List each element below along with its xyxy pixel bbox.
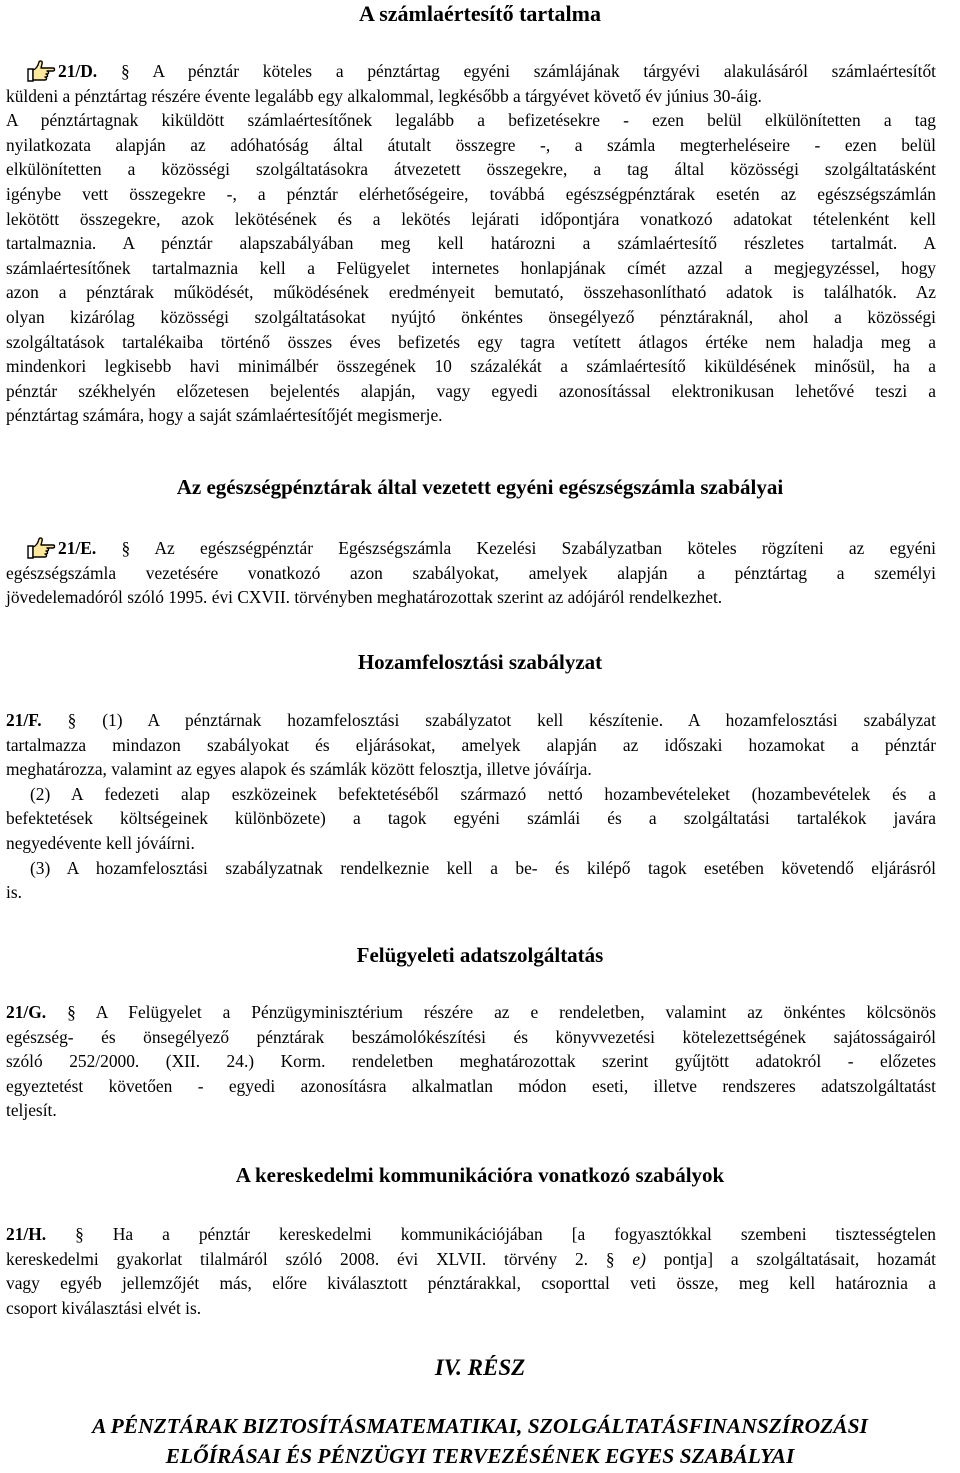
section-21e [6,536,936,610]
paragraph-sign: § [67,1002,76,1022]
text-line: vagy egyéb jellemzőjét más, előre kiválasztott pénztárakkal, csoporttal veti össze, meg kell határoznia a [6,1273,936,1294]
section-21h-first-line [6,1222,936,1247]
section-heading-adatszolgaltatas: Felügyeleti adatszolgáltatás [356,943,604,967]
text-line: tartalmaznia. A pénztár alapszabályában meg kell határozni a számlaértesítő részletes tartalmát. A [6,233,936,254]
text-line: (1) A pénztárnak hozamfelosztási szabályzatot kell készítenie. A hozamfelosztási szabályzat [102,710,936,730]
text-line: A Felügyelet a Pénzügyminisztérium részére az e rendeletben, valamint az önkéntes kölcsönös [95,1002,936,1022]
section-heading-hozamfelosztas: Hozamfelosztási szabályzat [357,650,603,674]
text-line: olyan kizárólag közösségi szolgáltatásokat nyújtó önkéntes önsegélyező pénztáraknál, ahol a közösségi [6,306,936,327]
text-line: negyedévente kell jóváírni. [6,832,195,853]
text-line: csoport kiválasztási elvét is. [6,1297,202,1318]
text-line: küldeni a pénztártag részére évente legalább egy alkalommal, legkésőbb a tárgyévet követő év június 30-áig. [6,85,762,106]
section-heading-kereskedelmi: A kereskedelmi kommunikációra vonatkozó szabályok [235,1163,725,1187]
section-21g-first-line [6,1000,936,1025]
text-line: is. [6,882,22,903]
section-number: 21/G. [6,1002,47,1022]
paragraph-sign: § [121,538,131,558]
section-number: 21/E. [58,538,97,558]
paragraph-sign: § [75,1224,84,1244]
section-number: 21/H. [6,1224,47,1244]
text-line: szóló 252/2000. (XII. 24.) Korm. rendeletben meghatározottak szerint gyűjtött adatokról - előzetes [6,1051,936,1072]
text-line: (2) A fedezeti alap eszközeinek befektetéséből származó nettó hozambevételeket (hozambevételek és a [30,783,936,804]
text-line: igénybe vett összegekre -, a pénztár elérhetőségeire, továbbá egészségpénztárak esetén az egészségszámlán [6,183,936,204]
text-line: pénztár székhelyén előzetesen bejelentés alapján, vagy egyedi azonosítással elektronikusan lehetővé teszi a [6,380,936,401]
text-fragment: kereskedelmi gyakorlat tilalmáról szóló 2008. évi XLVII. törvény 2. § [6,1248,633,1269]
pointing-hand-icon [26,59,56,83]
text-line: egyeztetést követően - egyedi azonosításra alkalmatlan módon eseti, illetve rendszeres adatszolgáltatást [6,1075,936,1096]
text-fragment: pontja] a szolgáltatásait, hozamát [645,1248,936,1269]
paragraph-sign: § [67,710,77,730]
text-line: A pénztár köteles a pénztártag egyéni számlájának tárgyévi alakulásáról számlaértesítőt [152,61,936,81]
text-line: egészség- és önsegélyező pénztárak beszámolókészítési és könyvvezetési kötelezettségének sajátosságairól [6,1026,936,1047]
italic-reference: e) [632,1248,646,1269]
text-line: mindenkori legkisebb havi minimálbér összegének 10 százalékát a számlaértesítő kiküldésének minősül, ha a [6,356,936,377]
text-line: elkülönítetten a közösségi szolgáltatásokra átvezetett összegekre, a tag által közösségi szolgáltatásként [6,159,936,180]
text-line: meghatározza, valamint az egyes alapok és számlák között felosztja, illetve jóváírja. [6,759,592,780]
text-line: teljesít. [6,1100,57,1121]
text-line: azon a pénztárak működését, működésének eredményeit bemutató, összehasonlítható adatok is találhatók. Az [6,282,936,303]
text-line: Az egészségpénztár Egészségszámla Kezelési Szabályzatban köteles rögzíteni az egyéni [154,538,936,558]
section-heading-egeszsegszamla: Az egészségpénztárak által vezetett egyéni egészségszámla szabályai [176,475,784,499]
section-number: 21/D. [58,61,98,81]
text-line: számlaértesítőnek tartalmaznia kell a Felügyelet internetes honlapjának címét azzal a megjegyzéssel, hogy [6,257,936,278]
text-line: Ha a pénztár kereskedelmi kommunikációjában [a fogyasztókkal szembeni tisztességtelen [112,1224,936,1244]
text-line: jövedelemadóról szóló 1995. évi CXVII. törvényben meghatározottak szerint az adójáról rendelkezhet. [6,587,723,608]
section-21d-first-line [6,59,936,84]
part-title-line-2: ELŐÍRÁSAI ÉS PÉNZÜGYI TERVEZÉSÉNEK EGYES SZABÁLYAI [165,1444,795,1468]
text-line: (3) A hozamfelosztási szabályzatnak rendelkeznie kell a be- és kilépő tagok esetében követendő eljárásról [30,857,936,878]
text-line: tartalmazza mindazon szabályokat és eljárásokat, amelyek alapján az időszaki hozamokat a pénztár [6,734,936,755]
text-line: egészségszámla vezetésére vonatkozó azon szabályokat, amelyek alapján a pénztártag a személyi [6,562,936,583]
text-line: pénztártag számára, hogy a saját számlaértesítőjét megismerje. [6,405,443,426]
section-21g [6,1000,936,1123]
section-21f [6,708,936,905]
pointing-hand-icon [26,536,56,560]
text-line: nyilatkozata alapján az adóhatóság által átutalt összegre -, a számla megterheléseire - ezen belül [6,134,936,155]
section-21e-first-line [6,536,936,561]
text-line: lekötött összegekre, azok lekötésének és a lekötés lejárati időpontjára vonatkozó adatokat tételenként kell [6,208,936,229]
text-line [6,1247,936,1272]
section-21f-first-line [6,708,936,733]
text-line: szolgáltatások tartalékaiba történő összes éves befizetés egy tagra vetített átlagos értéke nem haladja meg a [6,331,936,352]
section-21h [6,1222,936,1320]
paragraph-sign: § [120,61,130,81]
text-line: A pénztártagnak kiküldött számlaértesítőnek legalább a befizetésekre - ezen belül elkülönítetten a tag [6,110,936,131]
text-line: befektetések költségeinek különbözete) a tagok egyéni számlái és a szolgáltatási tartalékok javára [6,808,936,829]
section-number: 21/F. [6,710,42,730]
page-title: A számlaértesítő tartalma [359,1,601,26]
part-title-line-1: A PÉNZTÁRAK BIZTOSÍTÁSMATEMATIKAI, SZOLGÁLTATÁSFINANSZÍROZÁSI [92,1414,868,1438]
section-21d [6,59,936,428]
part-number: IV. RÉSZ [434,1355,526,1380]
